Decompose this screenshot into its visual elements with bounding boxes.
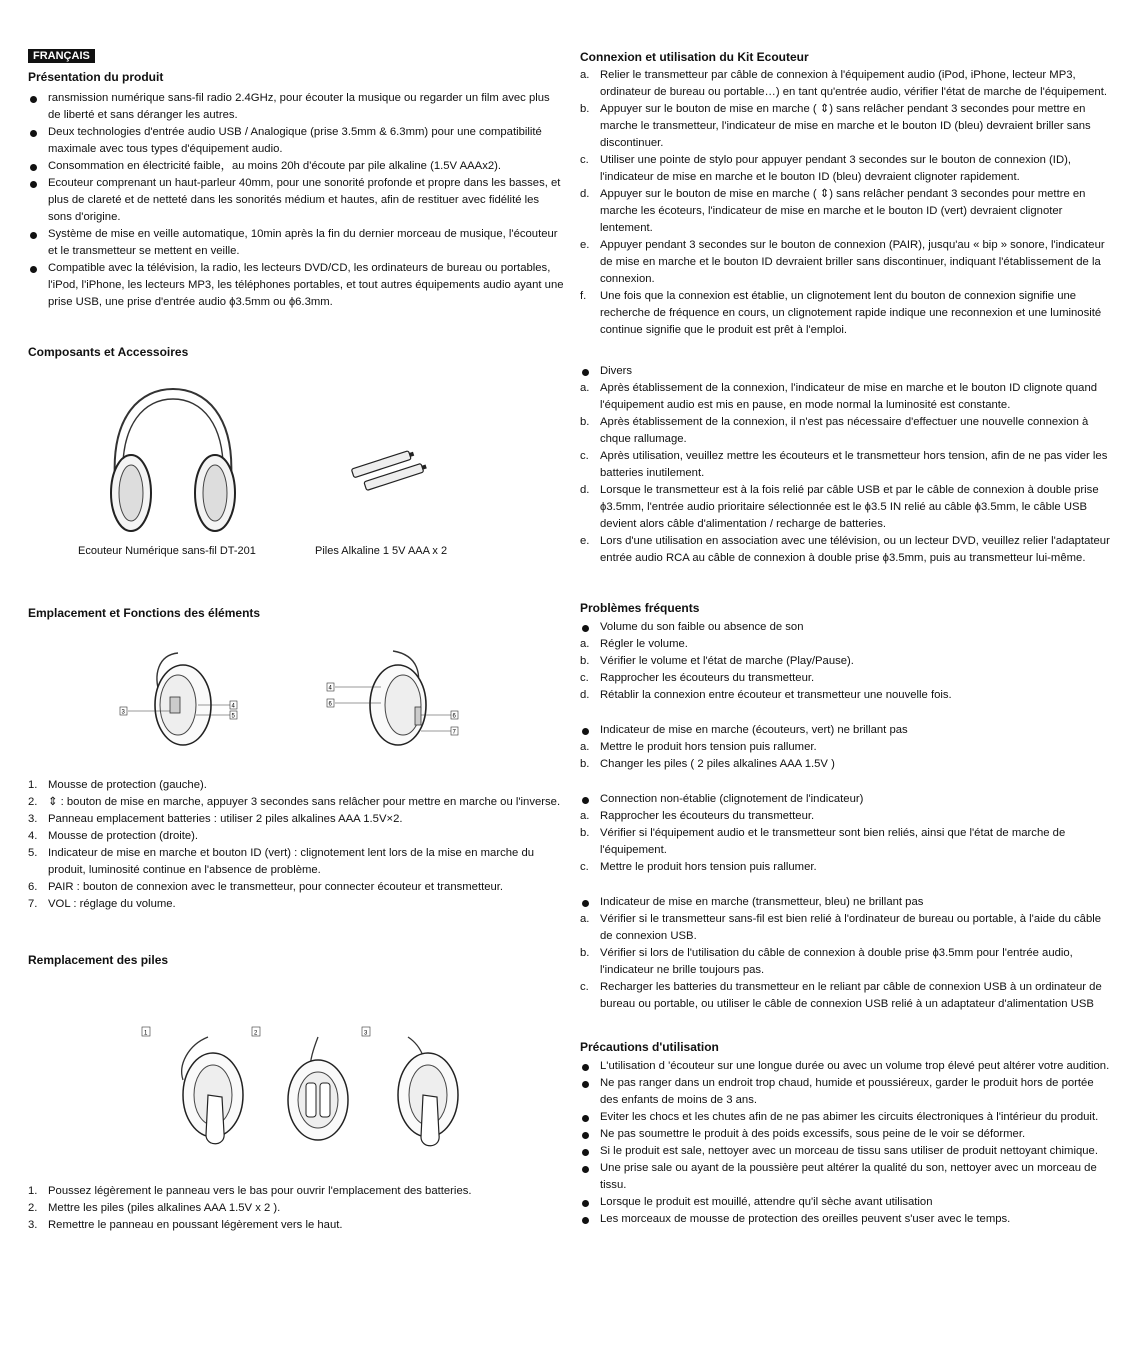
list-item: 1. Poussez légèrement le panneau vers le bas pour ouvrir l'emplacement des batteries. — [28, 1185, 472, 1197]
left-earcup-diagram — [118, 645, 248, 750]
list-item: Connection non-établie (clignotement de l'indicateur) — [580, 791, 1112, 808]
list-item: Deux technologies d'entrée audio USB / Analogique (prise 3.5mm & 6.3mm) pour une compatibilité maximale avec tous types d'équipement audio. — [28, 124, 564, 158]
list-item: c. Après utilisation, veuillez mettre les écouteurs et le transmetteur hors tension, afin de ne pas vider les batteries inutilement. — [580, 450, 1108, 479]
list-item: 7. VOL : réglage du volume. — [28, 898, 176, 910]
list-item: 2. Mettre les piles (piles alkalines AAA 1.5V x 2 ). — [28, 1202, 281, 1214]
list-item: Les morceaux de mousse de protection des oreilles peuvent s'user avec le temps. — [580, 1211, 1112, 1228]
list-item: 2. ⇕ : bouton de mise en marche, appuyer 3 secondes sans relâcher pour mettre en marche ou l'inverse. — [28, 796, 561, 808]
list-item: b. Après établissement de la connexion, il n'est pas nécessaire d'effectuer une nouvelle connexion à chque rallumage. — [580, 416, 1089, 445]
diagram-tag: 6 — [328, 701, 332, 708]
batteries-illustration — [348, 452, 428, 492]
list-item: Consommation en électricité faible，au moins 20h d'écoute par pile alkaline (1.5V AAAx2). — [28, 158, 564, 175]
list-item: d. Appuyer sur le bouton de mise en marche ( ⇕) sans relâcher pendant 3 secondes pour mettre en marche les écoteurs, l'indicateur de mise en marche et le bouton ID (vert) devraient clignoter lentement. — [580, 188, 1086, 234]
list-item: a. Vérifier si le transmetteur sans-fil est bien relié à l'ordinateur de bureau ou portable, à l'aide du câble de connexion USB. — [580, 913, 1102, 942]
batteries-list — [28, 1183, 564, 1234]
problem-bullet — [580, 791, 1112, 808]
list-item: 6. PAIR : bouton de connexion avec le transmetteur, pour connecter écouteur et transmetteur. — [28, 881, 504, 893]
list-item: Une prise sale ou ayant de la poussière peut altérer la qualité du son, nettoyer avec un morceau de tissu. — [580, 1160, 1112, 1194]
problem-bullet — [580, 722, 1112, 739]
placement-title: Emplacement et Fonctions des éléments — [28, 606, 261, 620]
presentation-title: Présentation du produit — [28, 70, 164, 84]
components-title: Composants et Accessoires — [28, 345, 189, 359]
list-item: a. Relier le transmetteur par câble de connexion à l'équipement audio (iPod, iPhone, lecteur MP3, ordinateur de bureau ou portable…) en tant qu'entrée audio, vérifier l'état de marche de l'équipement. — [580, 69, 1107, 98]
list-item: b. Vérifier si l'équipement audio et le transmetteur sont bien reliés, ainsi que l'état de marche de l'équipement. — [580, 827, 1066, 856]
list-item: Ecouteur comprenant un haut-parleur 40mm, pour une sonorité profonde et propre dans les basses, et plus de clareté et de netteté dans les sonorités médium et hautes, afin de restituer avec fidélité les sons d'origine. — [28, 175, 564, 226]
step-tag: 2 — [254, 1030, 258, 1037]
list-item: b. Appuyer sur le bouton de mise en marche ( ⇕) sans relâcher pendant 3 secondes pour mettre en marche le transmetteur, l'indicateur de mise en marche et le bouton ID (bleu) devraient briller sans discontinuer. — [580, 103, 1091, 149]
misc-list — [580, 380, 1112, 567]
problem-list — [580, 636, 1112, 704]
list-item: 1. Mousse de protection (gauche). — [28, 779, 207, 791]
list-item: c. Mettre le produit hors tension puis rallumer. — [580, 861, 817, 873]
list-item: d. Rétablir la connexion entre écouteur et transmetteur une nouvelle fois. — [580, 689, 952, 701]
list-item: e. Appuyer pendant 3 secondes sur le bouton de connexion (PAIR), jusqu'au « bip » sonore, l'indicateur de mise en marche et le bouton ID devraient briller sans discontinuer, indiquant l'établissement de la connexion. — [580, 239, 1105, 285]
diagram-tag: 7 — [452, 729, 456, 736]
list-item: c. Utiliser une pointe de stylo pour appuyer pendant 3 secondes sur le bouton de connexion (ID), l'indicateur de mise en marche et le bouton ID (bleu) devraient clignoter rapidement. — [580, 154, 1071, 183]
misc-bullet — [580, 363, 1112, 380]
step-tag: 1 — [144, 1030, 148, 1037]
diagram-tag: 4 — [328, 685, 332, 692]
diagram-tag: 5 — [231, 713, 235, 720]
precautions-list — [580, 1058, 1112, 1228]
step-tag: 3 — [364, 1030, 368, 1037]
precautions-title: Précautions d'utilisation — [580, 1040, 719, 1054]
list-item: Volume du son faible ou absence de son — [580, 619, 1112, 636]
list-item: e. Lors d'une utilisation en association avec une télévision, ou un lecteur DVD, veuillez relier l'adaptateur entrée audio RCA au câble de connexion à double prise ϕ3.5mm, puis au transmetteur lui-même. — [580, 535, 1110, 564]
problems-title: Problèmes fréquents — [580, 601, 700, 615]
list-item: 5. Indicateur de mise en marche et bouton ID (vert) : clignotement lent lors de la mise en marche du produit, luminosité continue en l'absence de problème. — [28, 847, 535, 876]
list-item: 3. Panneau emplacement batteries : utiliser 2 piles alkalines AAA 1.5V×2. — [28, 813, 403, 825]
batteries-caption: Piles Alkaline 1 5V AAA x 2 — [315, 545, 448, 557]
list-item: Eviter les chocs et les chutes afin de ne pas abimer les circuits électroniques à l'intérieur du produit. — [580, 1109, 1112, 1126]
connection-list — [580, 67, 1112, 339]
list-item: b. Changer les piles ( 2 piles alkalines AAA 1.5V ) — [580, 758, 835, 770]
language-label: FRANÇAIS — [28, 49, 95, 63]
list-item: c. Recharger les batteries du transmetteur en le reliant par câble de connexion USB à un ordinateur de bureau ou portable, ou utiliser le câble de connexion USB relié à un adaptateur d'alimentation USB — [580, 981, 1102, 1010]
problem-list — [580, 808, 1112, 876]
placement-list — [28, 777, 564, 913]
problem-list — [580, 739, 1112, 773]
list-item: Si le produit est sale, nettoyer avec un morceau de tissu sans utiliser de produit nettoyant chimique. — [580, 1143, 1112, 1160]
list-item: b. Vérifier si lors de l'utilisation du câble de connexion à double prise ϕ3.5mm pour l'entrée audio, l'indicateur ne brille toujours pas. — [580, 947, 1073, 976]
list-item: a. Régler le volume. — [580, 638, 688, 650]
problem-list — [580, 911, 1112, 1013]
list-item: Indicateur de mise en marche (écouteurs, vert) ne brillant pas — [580, 722, 1112, 739]
presentation-list — [28, 90, 564, 311]
list-item: Divers — [580, 363, 1112, 380]
diagram-tag: 4 — [231, 703, 235, 710]
diagram-tag: 6 — [452, 713, 456, 720]
headphone-caption: Ecouteur Numérique sans-fil DT-201 — [78, 545, 256, 557]
list-item: a. Rapprocher les écouteurs du transmetteur. — [580, 810, 815, 822]
batteries-title: Remplacement des piles — [28, 953, 169, 967]
problem-bullet — [580, 619, 1112, 636]
list-item: a. Après établissement de la connexion, l'indicateur de mise en marche et le bouton ID clignote quand l'équipement audio est mis en pause, en mode normal la luminosité est constante. — [580, 382, 1098, 411]
list-item: d. Lorsque le transmetteur est à la fois relié par câble USB et par le câble de connexion à double prise ϕ3.5mm, l'entrée audio prioritaire sélectionnée est le ϕ3.5 IN relié au câble ϕ3.5mm, le câble USB devient alors câble d'alimentation / recharge de batteries. — [580, 484, 1099, 530]
headphone-illustration — [103, 385, 243, 535]
list-item: Lorsque le produit est mouillé, attendre qu'il sèche avant utilisation — [580, 1194, 1112, 1211]
diagram-tag: 3 — [121, 709, 125, 716]
list-item: Ne pas ranger dans un endroit trop chaud, humide et poussiéreux, garder le produit hors de portée des enfants de moins de 3 ans. — [580, 1075, 1112, 1109]
list-item: L'utilisation d 'écouteur sur une longue durée ou avec un volume trop élevé peut altérer votre audition. — [580, 1058, 1112, 1075]
problem-bullet — [580, 894, 1112, 911]
list-item: ransmission numérique sans-fil radio 2.4GHz, pour écouter la musique ou regarder un film avec plus de liberté et sans déranger les autres. — [28, 90, 564, 124]
list-item: Système de mise en veille automatique, 10min après la fin du dernier morceau de musique, l'écouteur et le transmetteur se mettent en veille. — [28, 226, 564, 260]
right-earcup-diagram — [323, 645, 463, 750]
connection-title: Connexion et utilisation du Kit Ecouteur — [580, 50, 809, 64]
list-item: 4. Mousse de protection (droite). — [28, 830, 199, 842]
list-item: 3. Remettre le panneau en poussant légèrement vers le haut. — [28, 1219, 343, 1231]
list-item: c. Rapprocher les écouteurs du transmetteur. — [580, 672, 815, 684]
list-item: Indicateur de mise en marche (transmetteur, bleu) ne brillant pas — [580, 894, 1112, 911]
list-item: a. Mettre le produit hors tension puis rallumer. — [580, 741, 817, 753]
list-item: f. Une fois que la connexion est établie, un clignotement lent du bouton de connexion signifie une recherche de fréquence en cours, un clignotement rapide indique une reconnexion et une luminosité continue signifie que le produit est prêt à l'emploi. — [580, 290, 1102, 336]
battery-step-diagrams — [138, 1025, 468, 1155]
list-item: Ne pas soumettre le produit à des poids excessifs, sous peine de le voir se déformer. — [580, 1126, 1112, 1143]
list-item: b. Vérifier le volume et l'état de marche (Play/Pause). — [580, 655, 854, 667]
list-item: Compatible avec la télévision, la radio, les lecteurs DVD/CD, les ordinateurs de bureau ou portables, l'iPod, l'iPhone, les lecteurs MP3, les téléphones portables, et tout autres équipements audio ayant une prise USB, une prise d'entrée audio ϕ3.5mm ou ϕ6.3mm. — [28, 260, 564, 311]
